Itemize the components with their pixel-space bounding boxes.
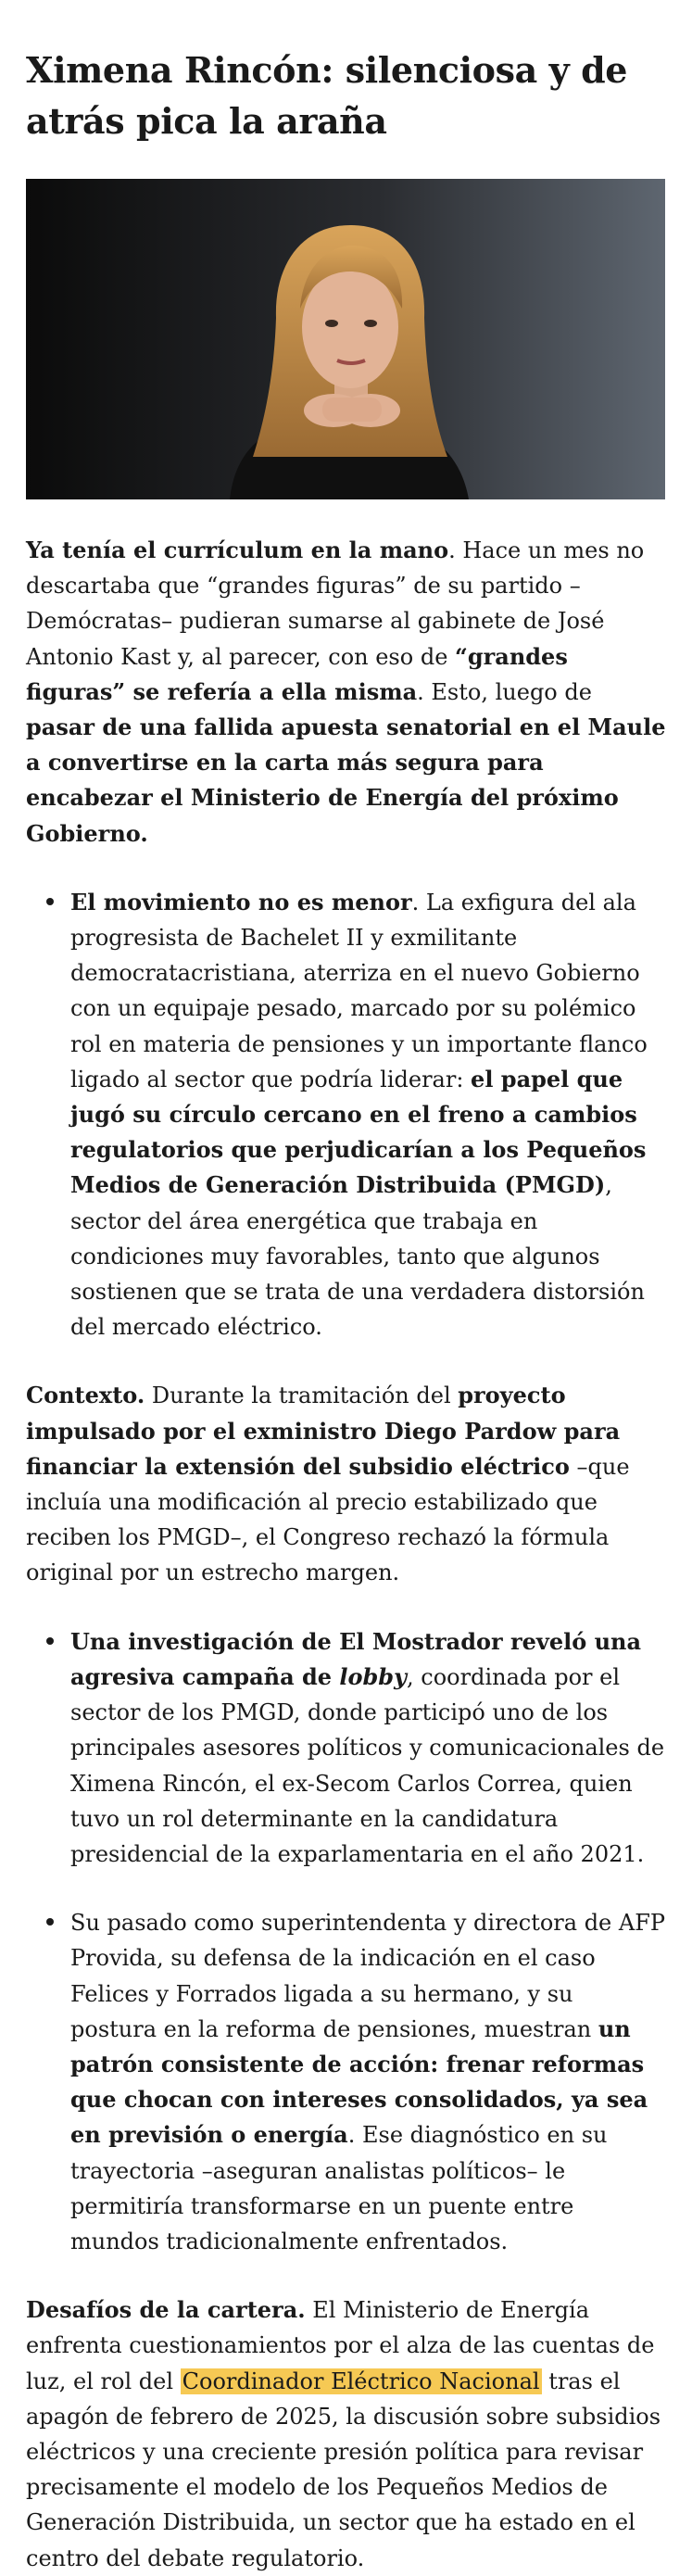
challenges-paragraph: Desafíos de la cartera. El Ministerio de Energía enfrenta cuestionamientos por el alza de las cuentas de luz, el rol del Coordinador Eléctrico Nacional tras el apagón de febrero de 2025, la discusión sobre subsidios eléctricos y una creciente presión política para revisar precisamente el modelo de los Pequeños Medios de Generación Distribuida, un sector que ha estado en el centro del debate regulatorio. [26,2296,661,2571]
list-item: El movimiento no es menor. La exfigura del ala progresista de Bachelet II y exmilitante democratacristiana, aterriza en el nuevo Gobierno con un equipaje pesado, marcado por su polémico rol en materia de pensiones y un importante flanco ligado al sector que podría liderar: el papel que jugó su círculo cercano en el freno a cambios regulatorios que perjudicarían a los Pequeños Medios de Generación Distribuida (PMGD), sector del área energética que trabaja en condiciones muy favorables, tanto que algunos sostienen que se trata de una verdadera distorsión del mercado eléctrico. [70,885,666,1345]
bullet-list-1 [26,885,666,1345]
list-item: Una investigación de El Mostrador reveló una agresiva campaña de lobby, coordinada por el sector de los PMGD, donde participó uno de los principales asesores políticos y comunicacionales de Ximena Rincón, el ex-Secom Carlos Correa, quien tuvo un rol determinante en la candidatura presidencial de la exparlamentaria en el año 2021. [70,1624,666,1872]
bullet-list-2 [26,1624,666,2259]
article-headline: Ximena Rincón: silenciosa y de atrás pica la araña [26,49,628,142]
intro-paragraph: Ya tenía el currículum en la mano. Hace un mes no descartaba que “grandes figuras” de su partido –Demócratas– pudieran sumarse al gabinete de José Antonio Kast y, al parecer, con eso de “grandes figuras” se refería a ella misma. Esto, luego de pasar de una fallida apuesta senatorial en el Maule a convertirse en la carta más segura para encabezar el Ministerio de Energía del próximo Gobierno. [26,537,666,847]
context-paragraph: Contexto. Durante la tramitación del proyecto impulsado por el exministro Diego Pardow para financiar la extensión del subsidio eléctrico –que incluía una modificación al precio estabilizado que reciben los PMGD–, el Congreso rechazó la fórmula original por un estrecho margen. [26,1382,630,1586]
list-item: Su pasado como superintendenta y directora de AFP Provida, su defensa de la indicación en el caso Felices y Forrados ligada a su hermano, y su postura en la reforma de pensiones, muestran un patrón consistente de acción: frenar reformas que chocan con intereses consolidados, ya sea en previsión o energía. Ese diagnóstico en su trayectoria –aseguran analistas políticos– le permitiría transformarse en un puente entre mundos tradicionalmente enfrentados. [70,1905,666,2259]
article-photo [26,179,665,499]
coordinador-link[interactable]: Coordinador Eléctrico Nacional [182,2368,540,2394]
